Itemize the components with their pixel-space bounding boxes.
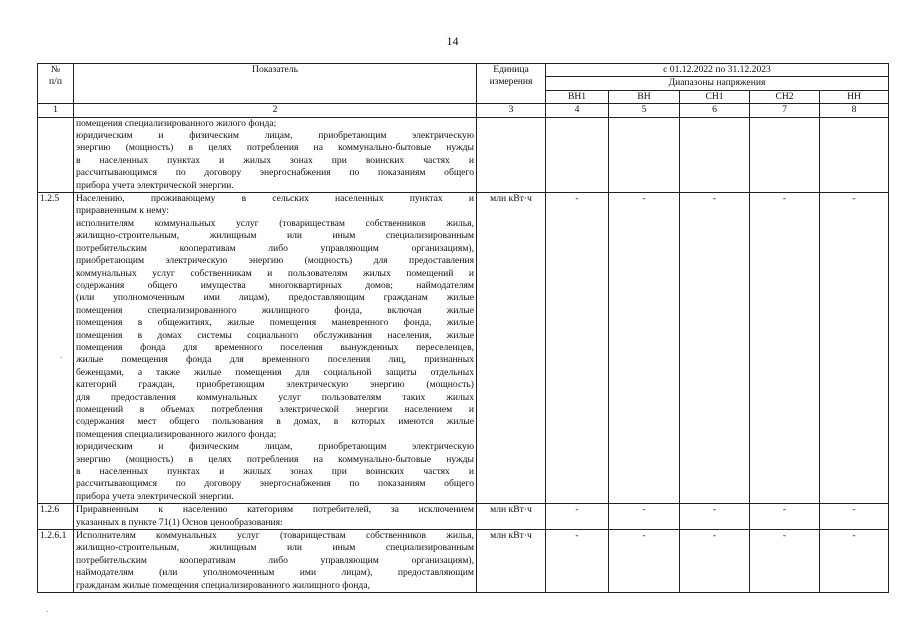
header-range: СН2 [750,90,820,103]
column-index: 1 [38,104,74,117]
text-line: Приравненным к населению категориям потребителей, за исключением [76,504,474,516]
text-line: рассчитывающимся по договору энергоснабжения по показаниям общего [76,478,474,490]
row-value: - [546,193,609,504]
column-index: 8 [820,104,889,117]
row-value: - [609,504,680,530]
text-line: Исполнителям коммунальных услуг (товариществам собственников жилья, [76,530,474,542]
column-index: 2 [74,104,477,117]
text-line: исполнителям коммунальных услуг (товариществам собственников жилья, [76,217,474,229]
text-line: помещения фонда для временного поселения вынужденных переселенцев, [76,341,474,353]
text-line: помещения специализированного жилого фонда; [76,117,277,129]
header-indicator: Показатель [74,64,477,104]
row-indicator-text [74,117,477,192]
row-number: 1.2.6 [38,504,74,530]
text-line: в населенных пунктах и жилых зонах при воинских частях и [76,154,474,166]
page-number: 14 [446,34,459,48]
header-range: СН1 [680,90,750,103]
text-line: помещения в домах системы социального обслуживания населения, жилые [76,329,474,341]
header-unit: Единица измерения [477,64,546,104]
text-line: в населенных пунктах и жилых зонах при воинских частях и [76,466,474,477]
row-unit: млн кВт·ч [477,504,546,530]
row-value: - [680,193,750,504]
row-value: - [609,530,680,593]
header-range: НН [820,90,889,103]
row-value: - [680,504,750,530]
row-unit [477,117,546,192]
text-line: помещения специализированного жилищного фонда, включая жилые [76,304,474,316]
row-value: - [750,530,820,593]
header-range: ВН1 [546,90,609,103]
row-value: - [820,504,889,530]
row-value [750,117,820,192]
column-index: 3 [477,104,546,117]
table-row [38,117,889,192]
header-period: с 01.12.2022 по 31.12.2023 [546,64,889,77]
text-line: содержания мест общего пользования в домах, в которых имеются жилые [76,416,474,428]
scan-speck: . [46,604,49,614]
column-index: 6 [680,104,750,117]
text-line: жилые помещения фонда для временного поселения лиц, признанных [76,354,474,366]
table-row [38,504,889,530]
column-index: 4 [546,104,609,117]
text-line: прибора учета электрической энергии. [76,179,234,191]
row-value: - [546,530,609,593]
text-line: потребительским кооперативам либо управляющим организациям), [76,554,474,566]
tariff-table [37,63,889,593]
row-value: - [750,193,820,504]
table-row [38,193,889,504]
header-no: № п/п [38,64,74,104]
row-value [546,117,609,192]
text-line: помещений в объемах потребления электрической энергии населением и [76,403,474,415]
text-line: (или уполномоченным ими лицам), предоставляющим гражданам жилые [76,292,474,304]
row-value: - [546,504,609,530]
row-value: - [820,530,889,593]
text-line: помещения специализированного жилого фонда; [76,428,277,440]
text-line: юридическим и физическим лицам, приобретающим электрическую [76,130,474,142]
text-line: наймодателям (или уполномоченным ими лицам), предоставляющим [76,567,474,579]
text-line: рассчитывающимся по договору энергоснабжения по показаниям общего [76,167,474,179]
text-line: жилищно-строительным, жилищным или иным специализированным [76,230,474,242]
row-unit: млн кВт·ч [477,530,546,593]
row-indicator-text [74,504,477,530]
column-index: 5 [609,104,680,117]
row-number [38,117,74,192]
header-voltage-ranges: Диапазоны напряжения [546,77,889,90]
text-line: юридическим и физическим лицам, приобретающим электрическую [76,441,474,453]
text-line: беженцами, а также жилые помещения для социальной защиты отдельных [76,366,474,378]
row-value: - [609,193,680,504]
text-line: прибора учета электрической энергии. [76,490,234,502]
text-line: коммунальных услуг собственникам и пользователям жилых помещений и [76,267,474,279]
text-line: приравненным к нему: [76,205,170,217]
text-line: для предоставления коммунальных услуг пользователям таких жилых [76,391,474,403]
table-row [38,530,889,593]
text-line: потребительским кооперативам либо управляющим организациям), [76,242,474,254]
text-line: энергию (мощность) в целях потребления на коммунально-бытовые нужды [76,453,474,465]
row-number: 1.2.5 [38,193,74,504]
scan-speck: . [60,350,63,360]
text-line: содержания общего имущества многоквартирных домов; наймодателям [76,279,474,291]
text-line: энергию (мощность) в целях потребления на коммунально-бытовые нужды [76,142,474,154]
row-number: 1.2.6.1 [38,530,74,593]
header-range: ВН [609,90,680,103]
row-unit: млн кВт·ч [477,193,546,504]
text-line: помещения в общежитиях, жилые помещения маневренного фонда, жилые [76,317,474,329]
text-line: приобретающим электрическую энергию (мощность) для предоставления [76,255,474,267]
text-line: категорий граждан, приобретающим электрическую энергию (мощность) [76,379,474,391]
text-line: Населению, проживающему в сельских населенных пунктах и [76,193,474,205]
column-index: 7 [750,104,820,117]
row-value [609,117,680,192]
text-line: жилищно-строительным, жилищным или иным специализированным [76,542,474,554]
text-line: гражданам жилые помещения специализированного жилищного фонда, [76,579,370,591]
row-indicator-text [74,193,477,504]
row-value: - [820,193,889,504]
text-line: указанных в пункте 71(1) Основ ценообразования: [76,516,283,528]
row-value [680,117,750,192]
row-indicator-text [74,530,477,593]
row-value [820,117,889,192]
row-value: - [680,530,750,593]
row-value: - [750,504,820,530]
